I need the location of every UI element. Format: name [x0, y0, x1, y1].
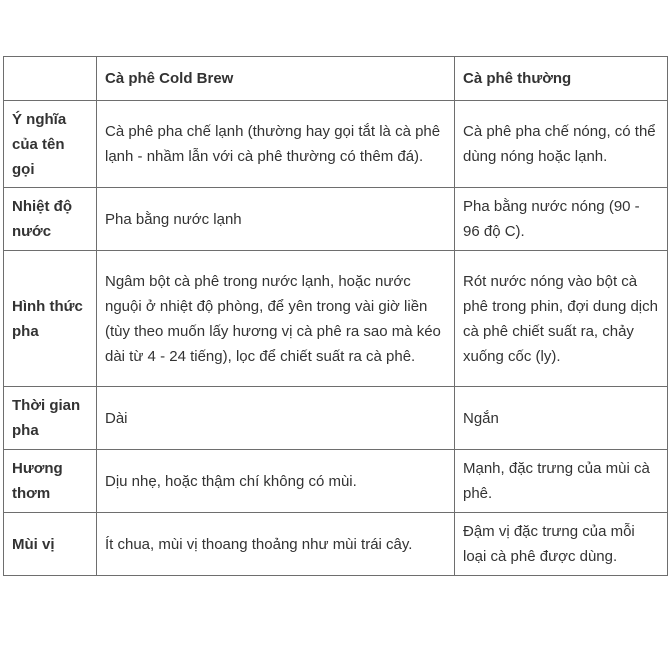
table-row	[4, 251, 668, 387]
table-row	[4, 450, 668, 513]
header-cell-cold-brew: Cà phê Cold Brew	[97, 57, 455, 101]
row-label: Ý nghĩa của tên gọi	[4, 101, 97, 188]
cold-brew-cell: Dài	[97, 387, 455, 450]
regular-coffee-cell: Cà phê pha chế nóng, có thể dùng nóng hoặc lạnh.	[455, 101, 668, 188]
cold-brew-cell: Cà phê pha chế lạnh (thường hay gọi tắt là cà phê lạnh - nhầm lẫn với cà phê thường có thêm đá).	[97, 101, 455, 188]
regular-coffee-cell: Đậm vị đặc trưng của mỗi loại cà phê được dùng.	[455, 513, 668, 576]
table-row	[4, 513, 668, 576]
table-row	[4, 387, 668, 450]
cold-brew-cell: Ít chua, mùi vị thoang thoảng như mùi trái cây.	[97, 513, 455, 576]
header-cell-empty	[4, 57, 97, 101]
table-row	[4, 188, 668, 251]
regular-coffee-cell: Mạnh, đặc trưng của mùi cà phê.	[455, 450, 668, 513]
row-label: Mùi vị	[4, 513, 97, 576]
comparison-table	[3, 56, 668, 576]
cold-brew-cell: Dịu nhẹ, hoặc thậm chí không có mùi.	[97, 450, 455, 513]
regular-coffee-cell: Rót nước nóng vào bột cà phê trong phin, đợi dung dịch cà phê chiết suất ra, chảy xuống cốc (ly).	[455, 251, 668, 387]
header-row	[4, 57, 668, 101]
table-row	[4, 101, 668, 188]
row-label: Nhiệt độ nước	[4, 188, 97, 251]
row-label: Hương thơm	[4, 450, 97, 513]
regular-coffee-cell: Pha bằng nước nóng (90 - 96 độ C).	[455, 188, 668, 251]
row-label: Hình thức pha	[4, 251, 97, 387]
cold-brew-cell: Pha bằng nước lạnh	[97, 188, 455, 251]
regular-coffee-cell: Ngắn	[455, 387, 668, 450]
row-label: Thời gian pha	[4, 387, 97, 450]
header-cell-regular-coffee: Cà phê thường	[455, 57, 668, 101]
cold-brew-cell: Ngâm bột cà phê trong nước lạnh, hoặc nước nguội ở nhiệt độ phòng, để yên trong vài giờ liền (tùy theo muốn lấy hương vị cà phê ra sao mà kéo dài từ 4 - 24 tiếng), lọc để chiết suất ra cà phê.	[97, 251, 455, 387]
